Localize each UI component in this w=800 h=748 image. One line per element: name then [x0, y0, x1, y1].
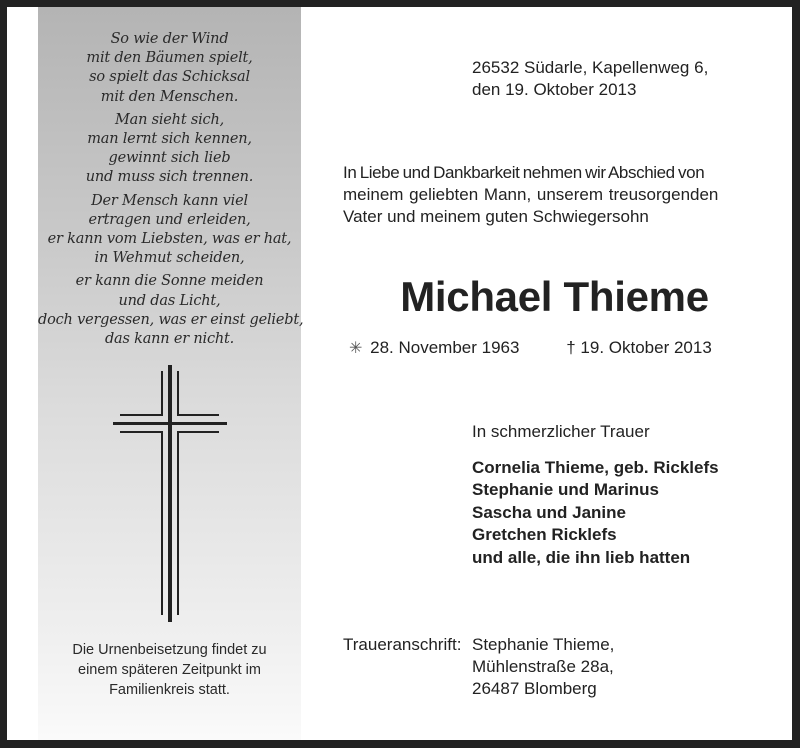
- death-date-text: 19. Oktober 2013: [580, 338, 712, 357]
- intro-line: meinem geliebten Mann, unserem treusorgenden: [343, 185, 719, 204]
- mourning-heading: In schmerzlicher Trauer: [472, 422, 650, 441]
- mourner: Cornelia Thieme, geb. Ricklefs: [472, 458, 719, 477]
- mourning-address-line: Mühlenstraße 28a,: [472, 657, 614, 676]
- poem-line: so spielt das Schicksal: [89, 69, 250, 86]
- intro-line: Vater und meinem guten Schwiegersohn: [343, 207, 649, 226]
- address-line: 26532 Südarle, Kapellenweg 6,: [472, 58, 709, 77]
- birth-date-text: 28. November 1963: [370, 338, 520, 357]
- poem-line: er kann die Sonne meiden: [75, 273, 264, 290]
- mourning-address-lines: [472, 634, 614, 700]
- death-cross-icon: †: [566, 338, 576, 357]
- poem-line: Der Mensch kann viel: [91, 192, 248, 209]
- mourning-address-line: 26487 Blomberg: [472, 679, 597, 698]
- burial-note: [38, 640, 301, 700]
- birth-date: [349, 337, 519, 360]
- poem-line: mit den Menschen.: [100, 88, 239, 105]
- mourners-list: [472, 457, 719, 569]
- mourning-address: [343, 634, 614, 700]
- mourner: Sascha und Janine: [472, 502, 626, 522]
- poem-line: mit den Bäumen spielt,: [86, 50, 253, 67]
- mourning-address-line: Stephanie Thieme,: [472, 635, 615, 654]
- mourning-address-label: Traueranschrift:: [343, 635, 462, 654]
- mourner: Stephanie und Marinus: [472, 480, 660, 500]
- burial-note-line: einem späteren Zeitpunkt im: [78, 662, 261, 678]
- mourner: und alle, die ihn lieb hatten: [472, 547, 691, 567]
- life-dates: [349, 337, 712, 360]
- poem-line: Man sieht sich,: [114, 111, 225, 128]
- intro-line: In Liebe und Dankbarkeit nehmen wir Abschied von: [343, 163, 705, 182]
- death-date: [566, 337, 712, 359]
- poem-line: So wie der Wind: [110, 31, 229, 47]
- poem-line: und das Licht,: [118, 292, 221, 309]
- birth-star-icon: ✳: [349, 340, 363, 357]
- place-and-date: [472, 57, 708, 101]
- date-line: den 19. Oktober 2013: [472, 80, 637, 99]
- mourner: Gretchen Ricklefs: [472, 525, 617, 545]
- poem-line: das kann er nicht.: [104, 331, 235, 348]
- intro-text: [343, 162, 783, 228]
- poem-line: man lernt sich kennen,: [87, 131, 252, 148]
- poem-line: gewinnt sich lieb: [108, 150, 231, 167]
- poem-line: ertragen und erleiden,: [88, 211, 251, 228]
- poem-line: er kann vom Liebsten, was er hat,: [47, 231, 292, 248]
- poem-line: und muss sich trennen.: [85, 169, 254, 186]
- side-panel: [38, 7, 304, 740]
- poem-line: doch vergessen, was er einst geliebt,: [38, 311, 304, 328]
- burial-note-line: Die Urnenbeisetzung findet zu: [72, 642, 267, 658]
- deceased-name: Michael Thieme: [400, 273, 709, 320]
- poem-line: in Wehmut scheiden,: [94, 250, 245, 267]
- obituary-notice: [7, 7, 792, 740]
- burial-note-line: Familienkreis statt.: [109, 682, 230, 698]
- cross-icon: [38, 7, 304, 740]
